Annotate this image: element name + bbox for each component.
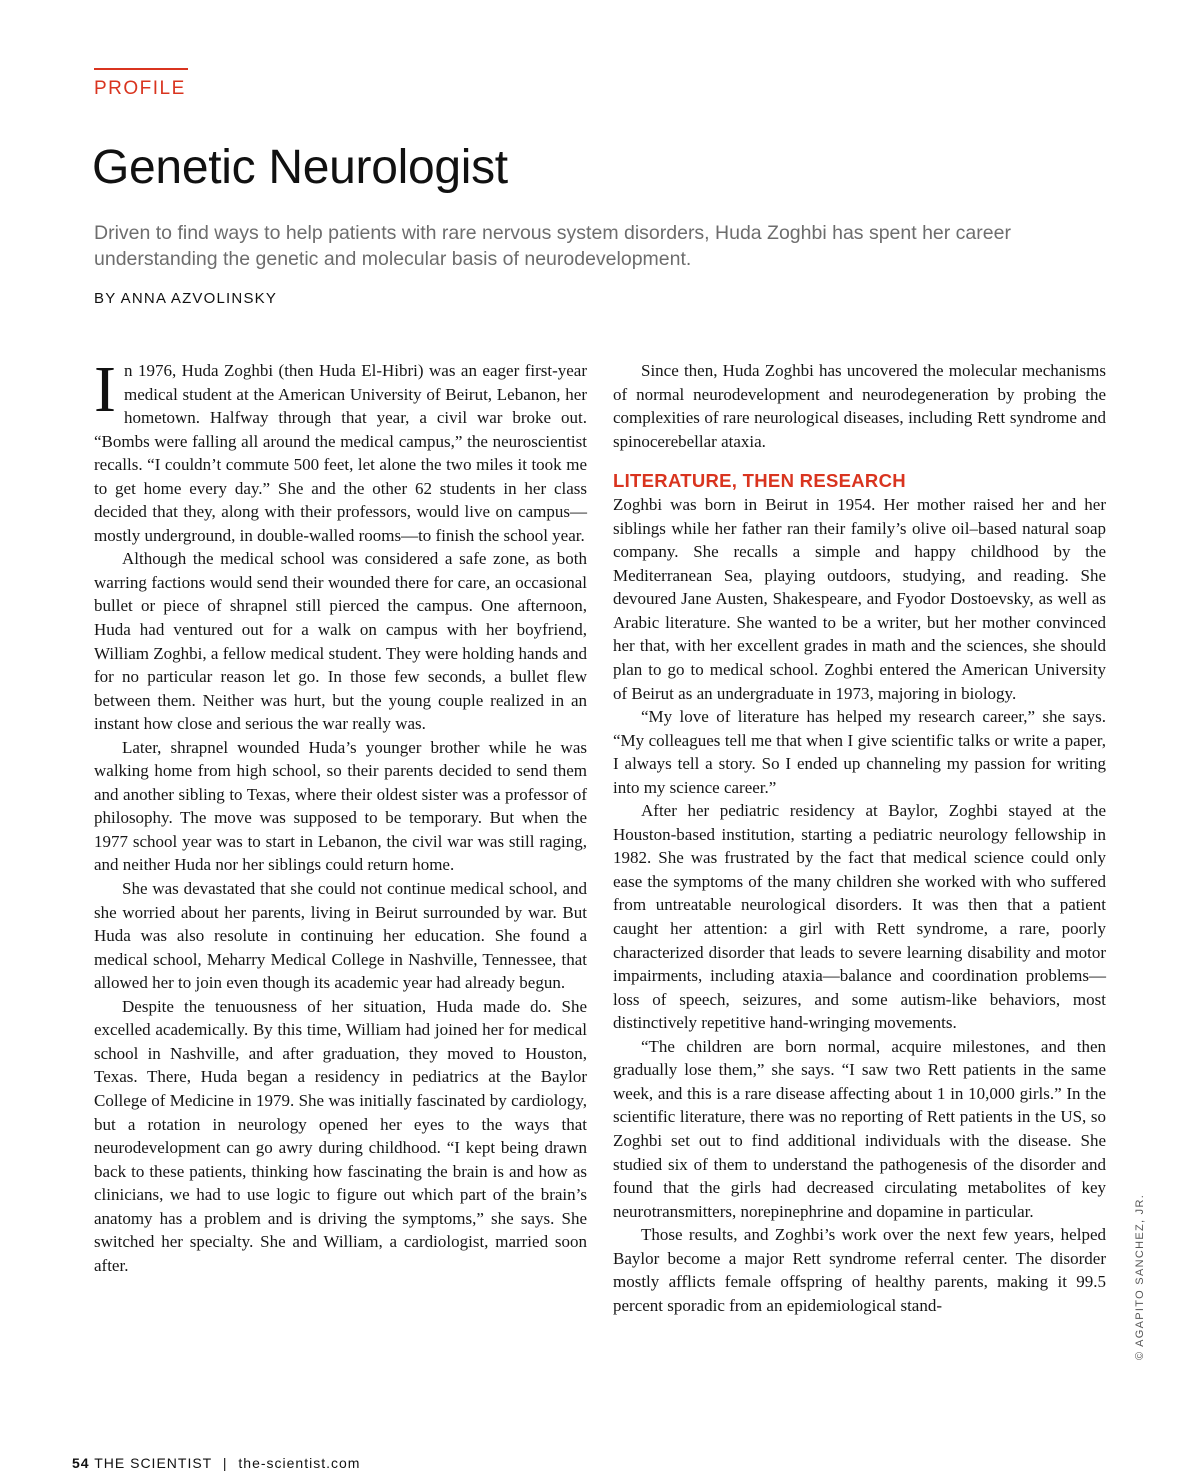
article-column-right: [613, 359, 1106, 1317]
magazine-name: THE SCIENTIST: [94, 1455, 212, 1471]
footer-separator: |: [222, 1455, 228, 1471]
paragraph: [94, 353, 587, 547]
paragraph: After her pediatric residency at Baylor, Zoghbi stayed at the Houston-based institution, starting a pediatric neurology fellowship in 1982. She was frustrated by the fact that medical science could only ease the symptoms of the many children she worked with who suffered from untreatable neurological disorders. It was then that a patient caught her attention: a girl with Rett syndrome, a rare, poorly characterized disorder that leads to severe learning disability and motor impairments, including ataxia—balance and coordination problems—loss of speech, seizures, and some autism-like behaviors, most distinctively repetitive hand-wringing movements.: [613, 801, 1106, 1033]
page-title: Genetic Neurologist: [92, 141, 508, 194]
paragraph: Although the medical school was considered a safe zone, as both warring factions would send their wounded there for care, an occasional bullet or piece of shrapnel still pierced the campus. One afternoon, Huda had ventured out for a walk on campus with her boyfriend, William Zoghbi, a fellow medical student. They were holding hands and for no particular reason let go. In those few seconds, a bullet flew between them. Neither was hurt, but the young couple realized in an instant how close and serious the war really was.: [94, 549, 587, 734]
paragraph: Those results, and Zoghbi’s work over the next few years, helped Baylor become a major Rett syndrome referral center. The disorder mostly afflicts female offspring of healthy parents, making it 99.5 percent sporadic from an epidemiological stand-: [613, 1225, 1106, 1315]
paragraph: Despite the tenuousness of her situation, Huda made do. She excelled academically. By this time, William had joined her for medical school in Nashville, and after graduation, they moved to Houston, Texas. There, Huda began a residency in pediatrics at the Baylor College of Medicine in 1979. She was initially fascinated by cardiology, but a rotation in neurology opened her eyes to the ways that neurodevelopment can go awry during childhood. “I kept being drawn back to these patients, thinking how fascinating the brain is and how as clinicians, we had to use logic to figure out which part of the brain’s anatomy has a problem and is driving the symptoms,” she says. She switched her specialty. She and William, a cardiologist, married soon after.: [94, 996, 587, 1275]
website-link[interactable]: the-scientist.com: [238, 1455, 361, 1471]
photo-credit: © AGAPITO SANCHEZ, JR.: [1134, 1193, 1146, 1360]
paragraph: “The children are born normal, acquire milestones, and then gradually lose them,” she says. “I saw two Rett patients in the same week, and this is a rare disease affecting about 1 in 10,000 girls.” In the scientific literature, there was no reporting of Rett patients in the US, so Zoghbi set out to find additional individuals with the disease. She studied six of them to understand the pathogenesis of the disorder and found that the girls had decreased circulating metabolites of key neurotransmitters, norepinephrine and dopamine in particular.: [613, 1036, 1106, 1221]
drop-cap: I: [94, 353, 116, 426]
section-subhead: LITERATURE, THEN RESEARCH: [613, 470, 906, 492]
paragraph-text: n 1976, Huda Zoghbi (then Huda El-Hibri) was an eager first-year medical student at the American University of Beirut, Lebanon, her hometown. Halfway through that year, a civil war broke out. “Bombs were falling all around the medical campus,” the neuroscientist recalls. “I couldn’t commute 500 feet, let alone the two miles it took me to get home every day.” She and the other 62 students in her class decided that they, along with their professors, would live on campus—mostly underground, in double-walled rooms—to finish the school year.: [94, 361, 587, 545]
paragraph: She was devastated that she could not continue medical school, and she worried about her parents, living in Beirut surrounded by war. But Huda was also resolute in continuing her education. She found a medical school, Meharry Medical College in Nashville, Tennessee, that allowed her to join even though its academic year had already begun.: [94, 879, 587, 993]
page-number: 54: [72, 1455, 90, 1471]
page-footer: [72, 1455, 360, 1471]
deck-subtitle: Driven to find ways to help patients with rare nervous system disorders, Huda Zoghbi has spent her career understanding the genetic and molecular basis of neurodevelopment.: [94, 222, 1011, 270]
paragraph: Zoghbi was born in Beirut in 1954. Her mother raised her and her siblings while her father ran their family’s olive oil–based natural soap company. She recalls a simple and happy childhood by the Mediterranean Sea, playing outdoors, studying, and reading. She devoured Jane Austen, Shakespeare, and Fyodor Dostoevsky, as well as Arabic literature. She wanted to be a writer, but her mother convinced her that, with her excellent grades in math and the sciences, she should plan to go to medical school. Zoghbi entered the American University of Beirut as an undergraduate in 1973, majoring in biology.: [613, 495, 1106, 703]
paragraph: Later, shrapnel wounded Huda’s younger brother while he was walking home from high school, so their parents decided to send them and another sibling to Texas, where their oldest sister was a professor of philosophy. The move was supposed to be temporary. But when the 1977 school year was to start in Lebanon, the civil war was still raging, and neither Huda nor her siblings could return home.: [94, 737, 587, 875]
article-column-left: [94, 353, 587, 1277]
byline: BY ANNA AZVOLINSKY: [94, 290, 278, 307]
paragraph: Since then, Huda Zoghbi has uncovered the molecular mechanisms of normal neurodevelopment and neurodegeneration by probing the complexities of rare neurological diseases, including Rett syndrome and spinocerebellar ataxia.: [613, 361, 1106, 451]
section-label: PROFILE: [94, 68, 188, 100]
paragraph: “My love of literature has helped my research career,” she says. “My colleagues tell me that when I give scientific talks or write a paper, I always tell a story. So I ended up channeling my passion for writing into my science career.”: [613, 707, 1106, 797]
